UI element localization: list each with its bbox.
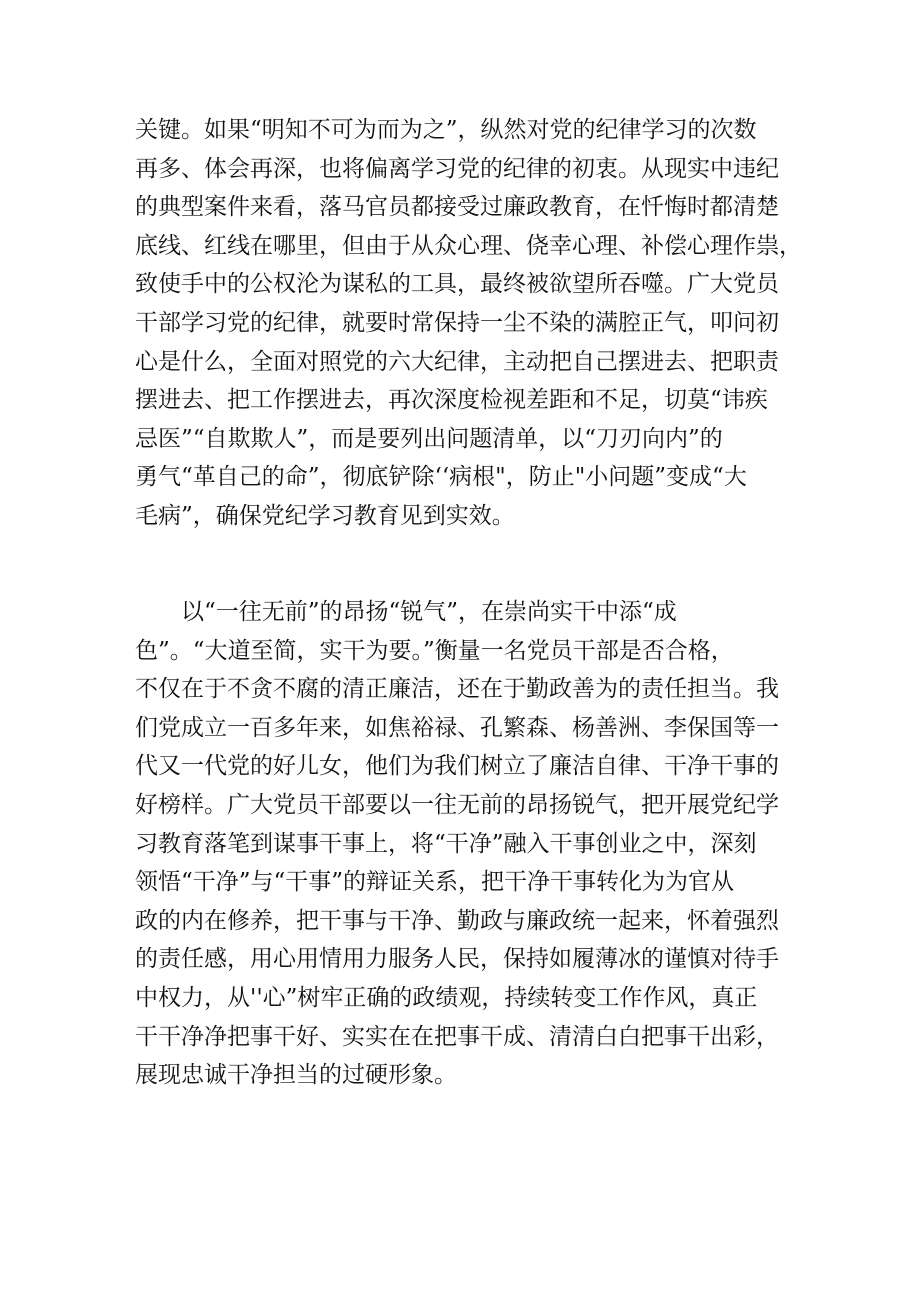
- text-line: 的责任感，用心用情用力服务人民，保持如履薄冰的谨慎对待手: [135, 946, 779, 973]
- text-line: 们党成立一百多年来，如焦裕禄、孔繁森、杨善洲、李保国等一: [135, 714, 779, 741]
- text-line: 中权力，从''心”树牢正确的政绩观，持续转变工作作风，真正: [135, 984, 758, 1011]
- text-line: 习教育落笔到谋事干事上，将“干净”融入干事创业之中，深刻: [135, 830, 757, 857]
- text-line: 展现忠诚干净担当的过硬形象。: [135, 1062, 457, 1089]
- paragraph-practical-work: [135, 593, 795, 1095]
- paragraph-discipline-study: [135, 111, 802, 536]
- text-line: 干干净净把事干好、实实在在把事干成、清清白白把事干出彩，: [135, 1023, 779, 1050]
- text-line: 色”。“大道至简，实干为要。”衡量一名党员干部是否合格，: [135, 637, 734, 664]
- text-line: 不仅在于不贪不腐的清正廉洁，还在于勤政善为的责任担当。我: [135, 676, 779, 703]
- text-line: 再多、体会再深，也将偏离学习党的纪律的初衷。从现实中违纪: [135, 155, 779, 182]
- text-line: 致使手中的公权沦为谋私的工具，最终被欲望所吞噬。广大党员: [135, 271, 779, 298]
- text-line: 忌医”“自欺欺人”，而是要列出问题清单，以“刀刃向内”的: [135, 425, 723, 452]
- text-line: 以“一往无前”的昂扬“锐气”，在崇尚实干中添“成: [181, 599, 677, 625]
- text-line: 底线、红线在哪里，但由于从众心理、侥幸心理、补偿心理作祟，: [135, 232, 802, 259]
- text-line: 摆进去、把工作摆进去，再次深度检视差距和不足，切莫“讳疾: [135, 387, 768, 414]
- text-line: 好榜样。广大党员干部要以一往无前的昂扬锐气，把开展党纪学: [135, 791, 779, 818]
- text-line: 毛病”，确保党纪学习教育见到实效。: [135, 502, 515, 529]
- text-line: 政的内在修养，把干事与干净、勤政与廉政统一起来，怀着强烈: [135, 907, 779, 934]
- text-line: 领悟“干净”与“干事”的辩证关系，把干净干事转化为为官从: [135, 869, 735, 896]
- text-line: 代又一代党的好儿女，他们为我们树立了廉洁自律、干净干事的: [135, 753, 779, 780]
- text-line: 干部学习党的纪律，就要时常保持一尘不染的满腔正气，叩问初: [135, 309, 779, 336]
- text-line: 的典型案件来看，落马官员都接受过廉政教育，在忏悔时都清楚: [135, 194, 779, 221]
- text-line: 心是什么，全面对照党的六大纪律，主动把自己摆进去、把职责: [135, 348, 779, 375]
- text-line: 关键。如果“明知不可为而为之”，纵然对党的纪律学习的次数: [135, 117, 757, 143]
- text-line: 勇气“革自己的命”，彻底铲除‘‘病根"，防止"小问题”变成“大: [135, 464, 747, 491]
